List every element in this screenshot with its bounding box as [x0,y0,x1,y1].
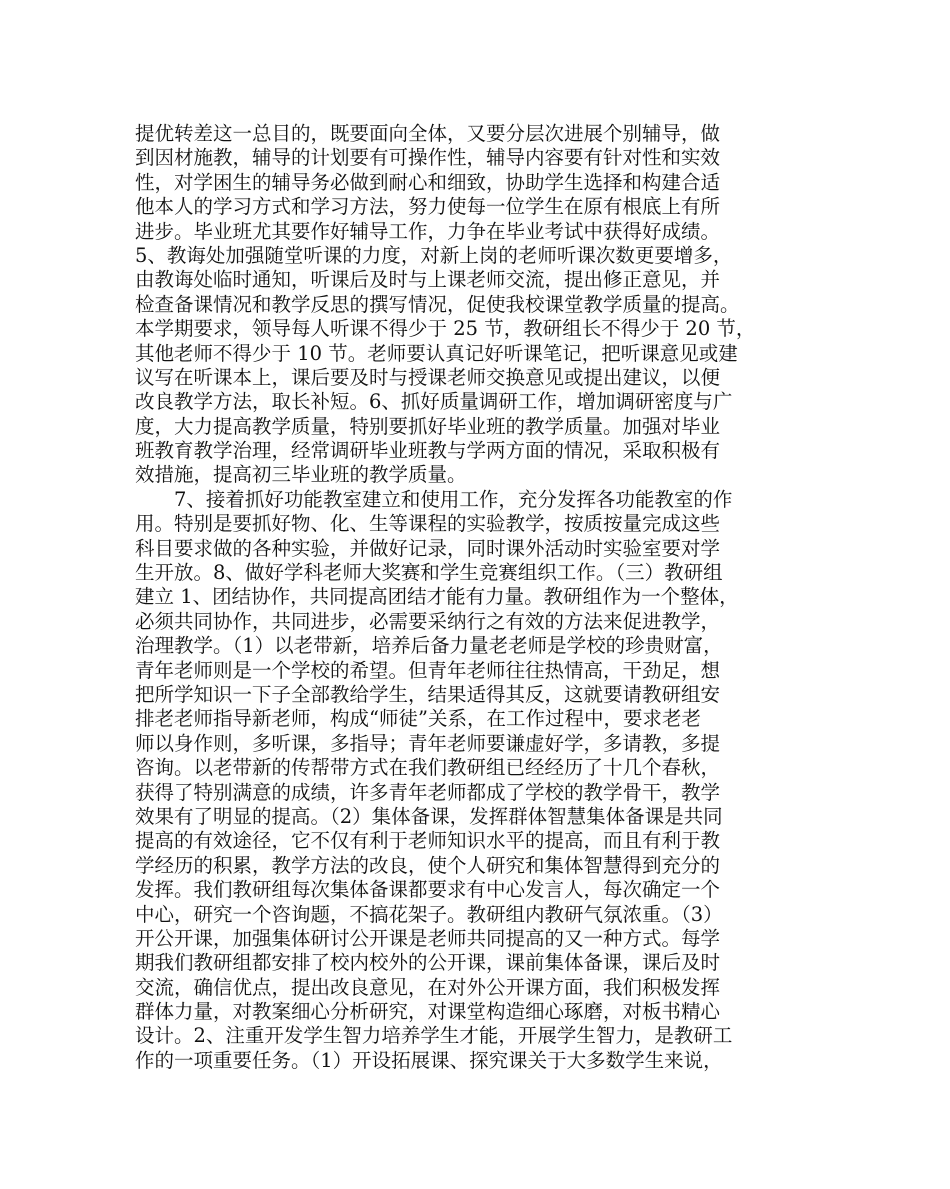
text-line: 他本人的学习方式和学习方法，努力使每一位学生在原有根底上有所 [135,195,721,219]
text-line: 获得了特别满意的成绩，许多青年老师都成了学校的教学骨干，教学 [135,780,721,804]
text-line: 提优转差这一总目的，既要面向全体，又要分层次进展个别辅导，做 [135,122,721,145]
text-line: 群体力量，对教案细心分析研究，对课堂构造细心琢磨，对板书精心 [135,1000,721,1024]
text-line: 科目要求做的各种实验，并做好记录，同时课外活动时实验室要对学 [135,536,721,560]
text-line: 进步。毕业班尤其要作好辅导工作，力争在毕业考试中获得好成绩。 [135,219,721,243]
text-line: 度，大力提高教学质量，特别要抓好毕业班的教学质量。加强对毕业 [135,414,721,438]
text-line: 必须共同协作，共同进步，必需要采纳行之有效的方法来促进教学， [135,609,721,633]
text-line: 作的一项重要任务。（1）开设拓展课、探究课关于大多数学生来说， [135,1048,723,1072]
text-line: 提高的有效途径，它不仅有利于老师知识水平的提高，而且有利于教 [135,829,721,853]
text-line: 学经历的积累，教学方法的改良，使个人研究和集体智慧得到充分的 [135,853,721,877]
text-line: 建立 1、团结协作，共同提高团结才能有力量。教研组作为一个整体， [135,585,739,609]
text-line: 咨询。以老带新的传帮带方式在我们教研组已经经历了十几个春秋， [135,756,721,780]
text-line: 开公开课，加强集体研讨公开课是老师共同提高的又一种方式。每学 [135,926,721,950]
text-line: 效果有了明显的提高。（2）集体备课，发挥群体智慧集体备课是共同 [135,804,723,828]
text-line: 性，对学困生的辅导务必做到耐心和细致，协助学生选择和构建合适 [135,170,721,194]
text-line: 其他老师不得少于 10 节。老师要认真记好听课笔记，把听课意见或建 [135,341,738,365]
text-line: 议写在听课本上，课后要及时与授课老师交换意见或提出建议，以便 [135,365,721,389]
text-line: 师以身作则，多听课，多指导；青年老师要谦虚好学，多请教，多提 [135,731,721,755]
text-line: 改良教学方法，取长补短。6、抓好质量调研工作，增加调研密度与广 [135,390,733,414]
text-line: 班教育教学治理，经常调研毕业班教与学两方面的情况，采取积极有 [135,439,721,463]
text-line: 发挥。我们教研组每次集体备课都要求有中心发言人，每次确定一个 [135,878,721,902]
text-line: 到因材施教，辅导的计划要有可操作性，辅导内容要有针对性和实效 [135,146,721,170]
text-line: 把所学知识一下子全部教给学生，结果适得其反，这就要请教研组安 [135,682,721,706]
paragraph-start-line: 7、接着抓好功能教室建立和使用工作，充分发挥各功能教室的作 [174,487,733,511]
text-line: 期我们教研组都安排了校内校外的公开课，课前集体备课，课后及时 [135,951,721,975]
text-line: 5、教诲处加强随堂听课的力度，对新上岗的老师听课次数更要增多， [135,243,733,267]
text-line: 青年老师则是一个学校的希望。但青年老师往往热情高，干劲足，想 [135,658,721,682]
text-line: 排老老师指导新老师，构成“师徒”关系，在工作过程中，要求老老 [135,707,701,731]
text-line: 交流，确信优点，提出改良意见，在对外公开课方面，我们积极发挥 [135,975,721,999]
text-line: 检查备课情况和教学反思的撰写情况，促使我校课堂教学质量的提高。 [135,292,740,316]
text-line: 本学期要求，领导每人听课不得少于 25 节，教研组长不得少于 20 节， [135,317,756,341]
text-line: 设计。2、注重开发学生智力培养学生才能，开展学生智力，是教研工 [135,1024,733,1048]
text-line: 效措施，提高初三毕业班的教学质量。 [135,463,467,487]
text-line: 用。特别是要抓好物、化、生等课程的实验教学，按质按量完成这些 [135,512,721,536]
text-line: 中心，研究一个咨询题，不搞花架子。教研组内教研气氛浓重。（3） [135,902,723,926]
text-line: 治理教学。（1）以老带新，培养后备力量老老师是学校的珍贵财富， [135,634,723,658]
text-line: 生开放。8、做好学科老师大奖赛和学生竞赛组织工作。（三）教研组 [135,561,723,585]
text-line: 由教诲处临时通知，听课后及时与上课老师交流，提出修正意见，并 [135,268,721,292]
body-text [135,122,815,1073]
